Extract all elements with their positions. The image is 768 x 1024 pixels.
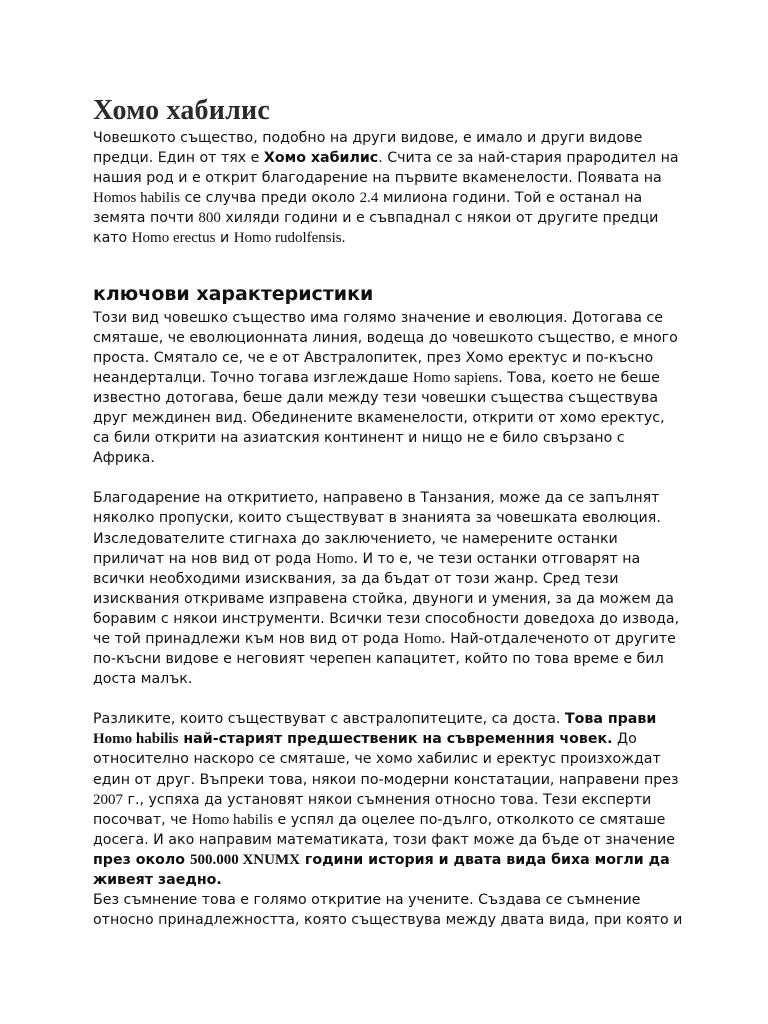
- text-run: милиона години. Той е останал на земята почти: [93, 190, 643, 227]
- paragraph-2: [93, 488, 683, 689]
- section-heading: ключови характеристики: [93, 282, 374, 305]
- article: [93, 95, 683, 930]
- text-run: г., успяха да установят някои съмнения относно това. Тези експерти посочват, че: [93, 791, 652, 828]
- text-run: Благодарение на откритието, направено в Танзания, може да се запълнят няколко пропуски, които съществуват в знанията за човешката еволюция. Изследователите стигнаха до заключението, че намерените останки приличат на нов вид от рода: [93, 490, 661, 567]
- spacer: [93, 689, 683, 709]
- spacer: [93, 468, 683, 488]
- species-name: Homo rudolfensis.: [233, 230, 346, 247]
- year: 2007: [93, 791, 123, 808]
- species-name: Homo habilis: [191, 811, 274, 828]
- text-run: Човешкото същество, подобно на други видове, е имало и други видове предци. Един от тях е: [93, 130, 643, 167]
- text-run: . Това, което не беше известно дотогава, беше дали между тези човешки същества съществува друг междинен вид. Обединените вкаменелости, открити от хомо еректус, са били открити на азиатския континент и нищо не е било свързано с Африка.: [93, 369, 665, 467]
- bold-text: години история и двата вида биха могли да живеят заедно.: [93, 851, 670, 888]
- species-name: Homo: [403, 630, 442, 647]
- text-run: е успял да оцелее по-дълго, отколкото се смяташе досега. И ако направим математиката, този факт може да бъде от значение: [93, 811, 675, 848]
- number: 2.4: [359, 190, 379, 207]
- species-name: Homo erectus: [131, 230, 216, 247]
- number: 800: [198, 210, 221, 227]
- number: 500.000 XNUMX: [189, 851, 300, 868]
- text-run: . Най-отдалеченото от другите по-късни видове е неговият черепен капацитет, който по това време е бил доста малък.: [93, 630, 676, 688]
- intro-paragraph: [93, 128, 683, 249]
- paragraph-1: [93, 308, 683, 469]
- species-name: Homo: [316, 550, 354, 567]
- article-title: Хомо хабилис: [93, 95, 270, 126]
- text-run: До относително наскоро се смяташе, че хомо хабилис и еректус произхождат един от друг. Въпреки това, някои по-модерни констатации, направени през: [93, 731, 679, 788]
- text-run: . И то е, че тези останки отговарят на всички необходими изисквания, за да бъдат от този жанр. Сред тези изисквания откриваме изправена стойка, двуноги и умения, за да можем да боравим с някои инструменти. Всички тези способности доведоха до извода, че той принадлежи към нов вид от рода: [93, 550, 680, 647]
- bold-text: Това прави: [564, 711, 657, 728]
- text-run: хиляди години и е съвпаднал с някои от другите предци като: [93, 210, 659, 247]
- bold-text: Хомо хабилис: [263, 150, 379, 167]
- text-run: и: [215, 230, 234, 247]
- bold-text: най-старият предшественик на съвременния човек.: [178, 731, 613, 748]
- paragraph-3: [93, 709, 683, 890]
- text-run: Този вид човешко същество има голямо значение и еволюция. Дотогава се смяташе, че еволюционната линия, водеща до човешкото същество, е много проста. Смятало се, че е от Австралопитек, през Хомо еректус и по-късно неандерталци. Точно тогава изглеждаше: [93, 309, 678, 386]
- species-name: Homo sapiens: [412, 369, 499, 386]
- spacer: [93, 249, 683, 281]
- text-run: се случва преди около: [180, 190, 360, 207]
- species-name: Homo habilis: [93, 731, 179, 748]
- bold-text: през около: [93, 851, 190, 868]
- text-run: Без съмнение това е голямо откритие на учените. Създава се съмнение относно принадлежността, която съществува между двата вида, при която и: [93, 892, 683, 929]
- species-name: Homos habilis: [93, 190, 181, 207]
- paragraph-4: [93, 890, 683, 930]
- text-run: Разликите, които съществуват с австралопитеците, са доста.: [93, 711, 565, 728]
- text-run: . Счита се за най-стария прародител на нашия род и е открит благодарение на първите вкаменелости. Появата на: [93, 150, 679, 187]
